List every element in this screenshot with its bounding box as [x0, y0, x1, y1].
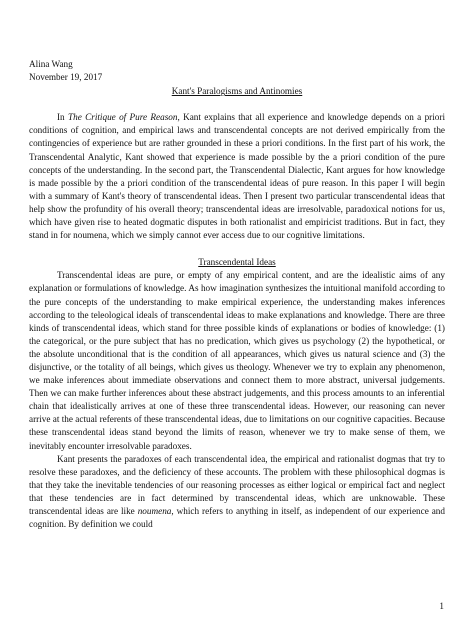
section-paragraph-2 — [29, 453, 445, 532]
section-paragraph-1: Transcendental ideas are pure, or empty of any empirical content, and are the idealistic aims of any explanation or formulations of knowledge. As how imagination synthesizes the intuitional manifold according to the pure concepts of the understanding to make empirical experience, the understanding makes inferences according to the teleological ideals of transcendental ideas to make explanations and knowledge. There are three kinds of transcendental ideas, which stand for three possible kinds of explanations or bodies of knowledge: (1) the categorical, or the pure subject that has no predication, which gives us psychology (2) the hypothetical, or the absolute unconditional that is the condition of all appearances, which gives us natural science and (3) the disjunctive, or the totality of all beings, which gives us theology. Whenever we try to explain any phenomenon, we make inferences about immediate observations and connect them to more abstract, universal judgements. Then we can make further inferences about these abstract judgements, and this process amounts to an inferential chain that idealistically arrives at one of these three transcendental ideas. However, our reasoning can never arrive at the actual referents of these transcendental ideas, due to limitations on our cognitive capacities. Because these transcendental ideas stand beyond the limits of reason, whenever we try to make sense of them, we inevitably encounter irresolvable paradoxes. — [29, 270, 445, 451]
intro-lead: In — [57, 112, 68, 123]
noumena-term: noumena — [137, 506, 172, 516]
document-page — [29, 58, 445, 531]
author-name: Alina Wang — [29, 59, 73, 69]
document-date: November 19, 2017 — [29, 72, 103, 83]
page-number: 1 — [439, 601, 444, 611]
para2-text-a: Kant presents the paradoxes of each transcendental idea, the empirical and rationalist dogmas that try to resolve these paradoxes, and the deficiency of these accounts. The problem with these philosophical dogmas is that they take the inevitable tendencies of our reasoning processes as either logical or empirical fact and neglect that these tendencies are in fact determined by transcendental ideas, which are unknowable. These transcendental ideas are like — [29, 453, 445, 516]
work-title: The Critique of Pure Reason — [68, 112, 178, 123]
intro-paragraph — [29, 111, 445, 242]
document-title: Kant's Paralogisms and Antinomies — [171, 86, 303, 97]
intro-text: , Kant explains that all experience and knowledge depends on a priori conditions of cognition, and empirical laws and transcendental concepts are not derived empirically from the contingencies of experience but are rather grounded in these a priori conditions. In the first part of his work, the Transcendental Analytic, Kant showed that experience is made possible by the a priori condition of the pure concepts of the understanding. In the second part, the Transcendental Dialectic, Kant argues for how knowledge is made possible by the a priori condition of the transcendental ideas of pure reason. In this paper I will begin with a summary of Kant's theory of transcendental ideas. Then I present two particular transcendental ideas that help show the profundity of his overall theory; transcendental ideas are irresolvable, paradoxical notions for us, which have given rise to heated dogmatic disputes in both rationalist and empiricist traditions. But in fact, they stand in for noumena, which we simply cannot ever access due to our cognitive limitations. — [29, 112, 445, 241]
para2-text-b: , which refers to anything in itself, as independent of our experience and cognition. By definition we could — [29, 506, 445, 530]
section-heading: Transcendental Ideas — [198, 257, 276, 268]
